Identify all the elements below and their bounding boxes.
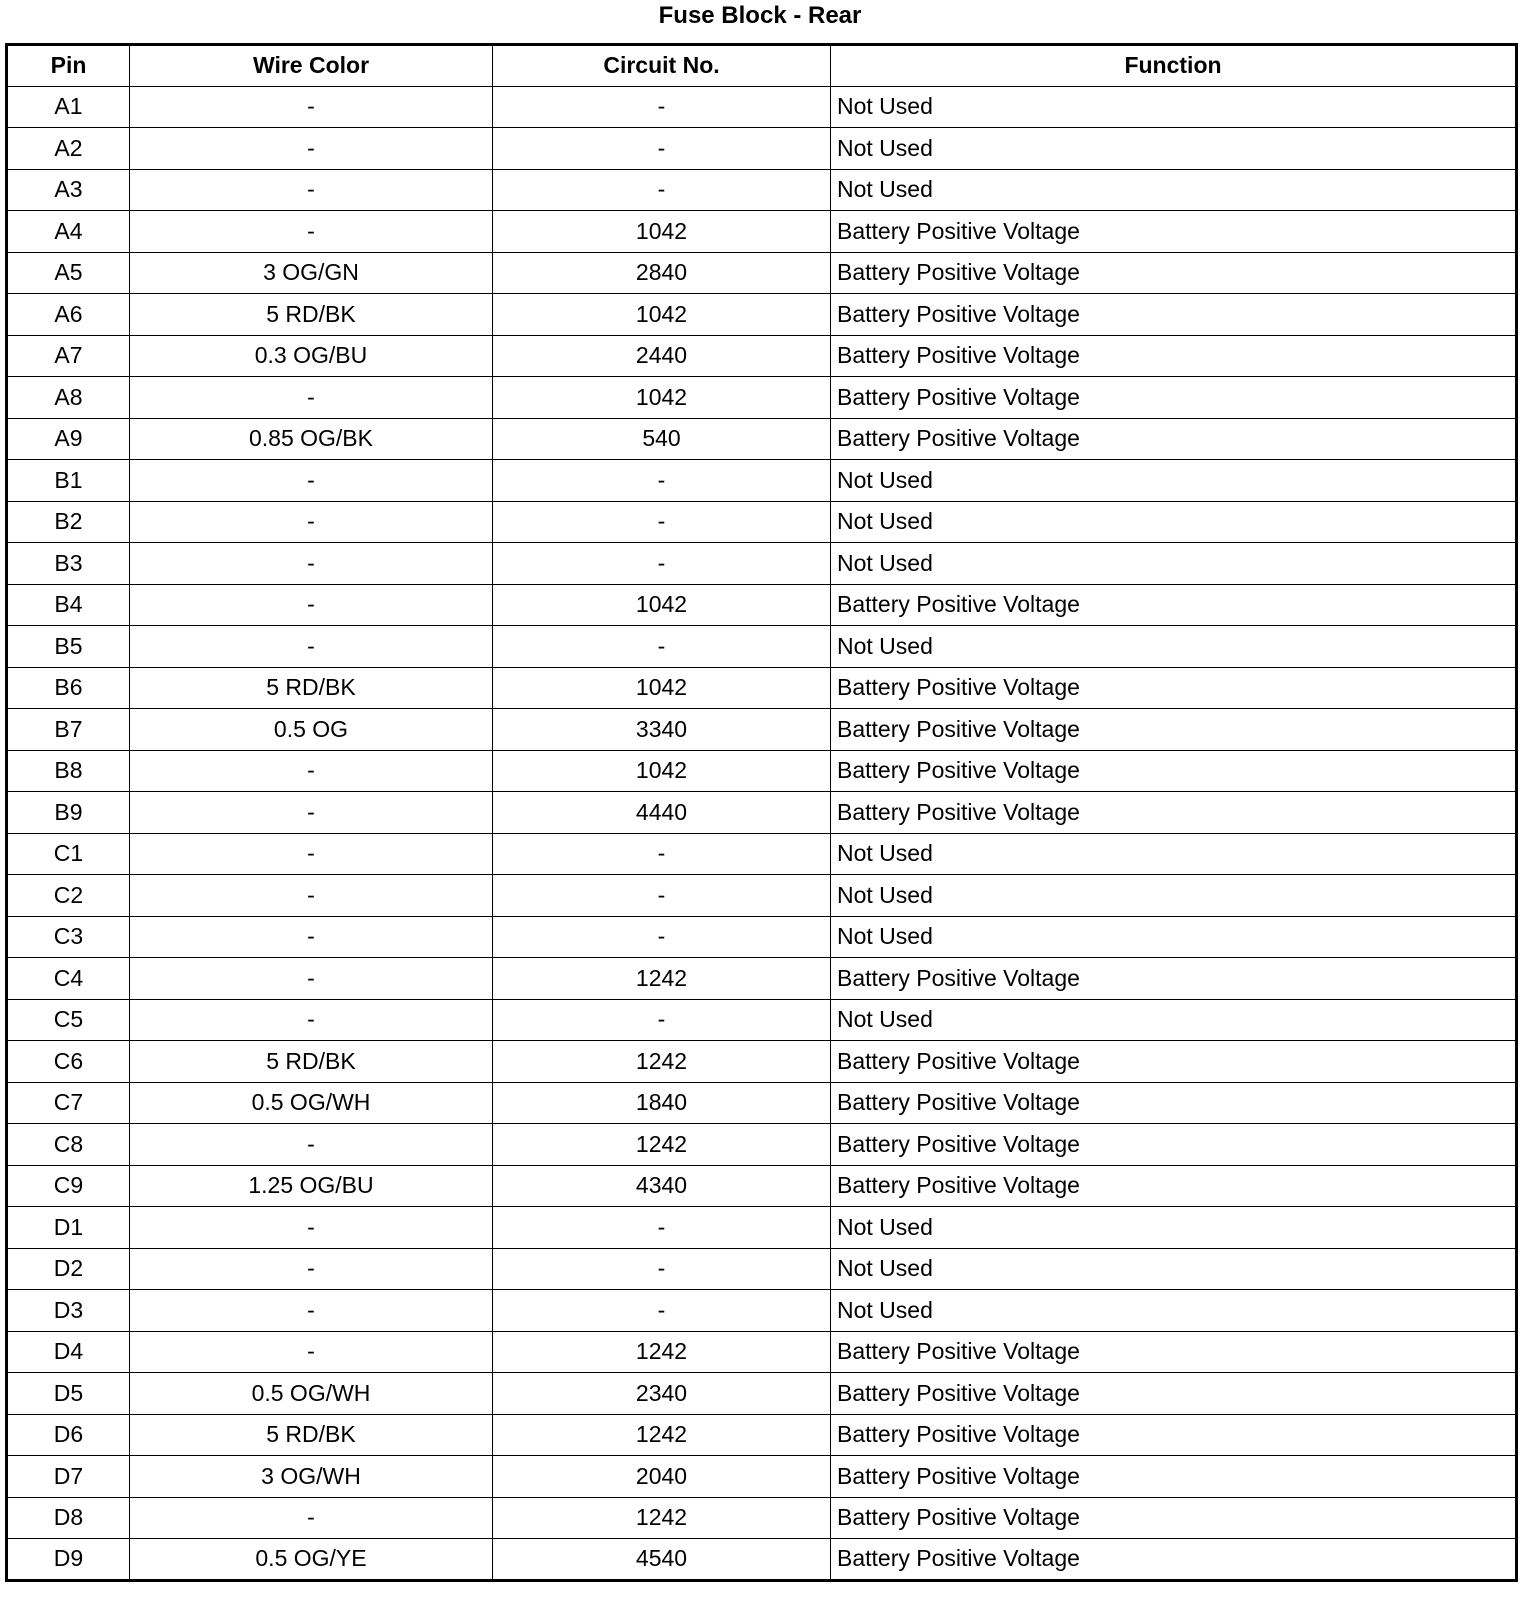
function-cell: Not Used — [831, 1290, 1517, 1332]
function-cell: Battery Positive Voltage — [831, 1497, 1517, 1539]
function-cell: Not Used — [831, 916, 1517, 958]
pin-cell: C2 — [7, 875, 130, 917]
table-row — [7, 1248, 1517, 1290]
circuit-no-cell: 4540 — [493, 1539, 831, 1581]
function-cell: Battery Positive Voltage — [831, 750, 1517, 792]
table-row — [7, 335, 1517, 377]
function-cell: Not Used — [831, 543, 1517, 585]
function-cell: Battery Positive Voltage — [831, 1331, 1517, 1373]
function-cell: Battery Positive Voltage — [831, 377, 1517, 419]
circuit-no-cell: 1242 — [493, 958, 831, 1000]
table-row — [7, 128, 1517, 170]
function-cell: Not Used — [831, 833, 1517, 875]
circuit-no-cell: - — [493, 128, 831, 170]
circuit-no-cell: - — [493, 460, 831, 502]
circuit-no-cell: 540 — [493, 418, 831, 460]
pin-cell: D2 — [7, 1248, 130, 1290]
circuit-no-cell: 2840 — [493, 252, 831, 294]
wire-color-cell: - — [130, 584, 493, 626]
function-cell: Battery Positive Voltage — [831, 1124, 1517, 1166]
wire-color-cell: - — [130, 916, 493, 958]
circuit-no-cell: - — [493, 86, 831, 128]
pin-cell: A3 — [7, 169, 130, 211]
table-row — [7, 584, 1517, 626]
wire-color-cell: - — [130, 1497, 493, 1539]
circuit-no-cell: 1042 — [493, 584, 831, 626]
pin-cell: D9 — [7, 1539, 130, 1581]
wire-color-cell: - — [130, 169, 493, 211]
wire-color-cell: 0.5 OG/WH — [130, 1373, 493, 1415]
function-cell: Battery Positive Voltage — [831, 211, 1517, 253]
pin-cell: B5 — [7, 626, 130, 668]
circuit-no-cell: 1242 — [493, 1497, 831, 1539]
wire-color-cell: - — [130, 1207, 493, 1249]
pin-cell: C9 — [7, 1165, 130, 1207]
wire-color-cell: - — [130, 958, 493, 1000]
pin-cell: B2 — [7, 501, 130, 543]
function-cell: Not Used — [831, 1248, 1517, 1290]
table-row — [7, 460, 1517, 502]
function-cell: Not Used — [831, 626, 1517, 668]
header-pin: Pin — [7, 45, 130, 87]
wire-color-cell: - — [130, 626, 493, 668]
wire-color-cell: 1.25 OG/BU — [130, 1165, 493, 1207]
function-cell: Not Used — [831, 875, 1517, 917]
wire-color-cell: - — [130, 377, 493, 419]
function-cell: Not Used — [831, 999, 1517, 1041]
pin-cell: B1 — [7, 460, 130, 502]
function-cell: Battery Positive Voltage — [831, 1165, 1517, 1207]
pin-cell: C4 — [7, 958, 130, 1000]
wire-color-cell: - — [130, 999, 493, 1041]
header-circuit-no: Circuit No. — [493, 45, 831, 87]
circuit-no-cell: 4340 — [493, 1165, 831, 1207]
wire-color-cell: 3 OG/GN — [130, 252, 493, 294]
circuit-no-cell: - — [493, 1207, 831, 1249]
circuit-no-cell: 1242 — [493, 1124, 831, 1166]
table-row — [7, 377, 1517, 419]
table-row — [7, 543, 1517, 585]
function-cell: Battery Positive Voltage — [831, 252, 1517, 294]
circuit-no-cell: 2040 — [493, 1456, 831, 1498]
table-row — [7, 1539, 1517, 1581]
pin-cell: D1 — [7, 1207, 130, 1249]
circuit-no-cell: 4440 — [493, 792, 831, 834]
function-cell: Battery Positive Voltage — [831, 418, 1517, 460]
circuit-no-cell: 3340 — [493, 709, 831, 751]
pin-cell: B3 — [7, 543, 130, 585]
table-row — [7, 294, 1517, 336]
pin-cell: A2 — [7, 128, 130, 170]
circuit-no-cell: - — [493, 916, 831, 958]
wire-color-cell: 3 OG/WH — [130, 1456, 493, 1498]
circuit-no-cell: - — [493, 543, 831, 585]
table-row — [7, 1414, 1517, 1456]
wire-color-cell: 0.5 OG/YE — [130, 1539, 493, 1581]
circuit-no-cell: 1042 — [493, 377, 831, 419]
pin-cell: D3 — [7, 1290, 130, 1332]
function-cell: Battery Positive Voltage — [831, 792, 1517, 834]
wire-color-cell: - — [130, 211, 493, 253]
function-cell: Battery Positive Voltage — [831, 1082, 1517, 1124]
pin-cell: A6 — [7, 294, 130, 336]
table-row — [7, 626, 1517, 668]
circuit-no-cell: 2340 — [493, 1373, 831, 1415]
circuit-no-cell: - — [493, 501, 831, 543]
table-row — [7, 1165, 1517, 1207]
function-cell: Battery Positive Voltage — [831, 1373, 1517, 1415]
pin-cell: C3 — [7, 916, 130, 958]
function-cell: Battery Positive Voltage — [831, 1041, 1517, 1083]
table-row — [7, 958, 1517, 1000]
circuit-no-cell: 1042 — [493, 750, 831, 792]
wire-color-cell: - — [130, 460, 493, 502]
wire-color-cell: 0.5 OG — [130, 709, 493, 751]
pin-cell: A8 — [7, 377, 130, 419]
pin-cell: D5 — [7, 1373, 130, 1415]
pin-cell: C5 — [7, 999, 130, 1041]
pin-cell: C6 — [7, 1041, 130, 1083]
circuit-no-cell: 1042 — [493, 294, 831, 336]
function-cell: Not Used — [831, 460, 1517, 502]
wire-color-cell: - — [130, 875, 493, 917]
function-cell: Battery Positive Voltage — [831, 584, 1517, 626]
pin-cell: D8 — [7, 1497, 130, 1539]
pin-cell: D7 — [7, 1456, 130, 1498]
table-row — [7, 418, 1517, 460]
table-row — [7, 709, 1517, 751]
table-header-row — [7, 45, 1517, 87]
pin-cell: A7 — [7, 335, 130, 377]
wire-color-cell: 0.5 OG/WH — [130, 1082, 493, 1124]
wire-color-cell: - — [130, 1124, 493, 1166]
table-row — [7, 1497, 1517, 1539]
table-row — [7, 252, 1517, 294]
wire-color-cell: 0.3 OG/BU — [130, 335, 493, 377]
circuit-no-cell: - — [493, 626, 831, 668]
table-row — [7, 1373, 1517, 1415]
pin-cell: B9 — [7, 792, 130, 834]
circuit-no-cell: - — [493, 169, 831, 211]
wire-color-cell: 0.85 OG/BK — [130, 418, 493, 460]
circuit-no-cell: 1242 — [493, 1041, 831, 1083]
function-cell: Battery Positive Voltage — [831, 1456, 1517, 1498]
wire-color-cell: - — [130, 501, 493, 543]
table-row — [7, 86, 1517, 128]
wire-color-cell: - — [130, 750, 493, 792]
table-row — [7, 792, 1517, 834]
function-cell: Not Used — [831, 1207, 1517, 1249]
header-wire-color: Wire Color — [130, 45, 493, 87]
wire-color-cell: - — [130, 1331, 493, 1373]
wire-color-cell: - — [130, 86, 493, 128]
circuit-no-cell: 1242 — [493, 1414, 831, 1456]
pin-cell: A1 — [7, 86, 130, 128]
circuit-no-cell: 1042 — [493, 211, 831, 253]
wire-color-cell: - — [130, 128, 493, 170]
table-row — [7, 211, 1517, 253]
table-body — [7, 86, 1517, 1580]
table-row — [7, 833, 1517, 875]
function-cell: Not Used — [831, 86, 1517, 128]
pin-cell: A9 — [7, 418, 130, 460]
table-row — [7, 999, 1517, 1041]
table-row — [7, 750, 1517, 792]
function-cell: Battery Positive Voltage — [831, 709, 1517, 751]
fuse-block-table-container — [5, 43, 1515, 1582]
circuit-no-cell: - — [493, 875, 831, 917]
pin-cell: C1 — [7, 833, 130, 875]
function-cell: Battery Positive Voltage — [831, 1414, 1517, 1456]
table-row — [7, 875, 1517, 917]
table-row — [7, 667, 1517, 709]
wire-color-cell: - — [130, 792, 493, 834]
table-row — [7, 1456, 1517, 1498]
table-row — [7, 1041, 1517, 1083]
wire-color-cell: 5 RD/BK — [130, 294, 493, 336]
circuit-no-cell: 1242 — [493, 1331, 831, 1373]
wire-color-cell: - — [130, 833, 493, 875]
pin-cell: C8 — [7, 1124, 130, 1166]
function-cell: Battery Positive Voltage — [831, 294, 1517, 336]
pin-cell: A4 — [7, 211, 130, 253]
table-row — [7, 501, 1517, 543]
wire-color-cell: 5 RD/BK — [130, 1041, 493, 1083]
header-function: Function — [831, 45, 1517, 87]
function-cell: Battery Positive Voltage — [831, 335, 1517, 377]
function-cell: Battery Positive Voltage — [831, 1539, 1517, 1581]
wire-color-cell: - — [130, 543, 493, 585]
function-cell: Battery Positive Voltage — [831, 958, 1517, 1000]
pin-cell: A5 — [7, 252, 130, 294]
page-title: Fuse Block - Rear — [658, 2, 862, 29]
table-row — [7, 1331, 1517, 1373]
circuit-no-cell: 1840 — [493, 1082, 831, 1124]
function-cell: Not Used — [831, 128, 1517, 170]
pin-cell: B7 — [7, 709, 130, 751]
table-row — [7, 1290, 1517, 1332]
function-cell: Not Used — [831, 501, 1517, 543]
wire-color-cell: 5 RD/BK — [130, 667, 493, 709]
wire-color-cell: - — [130, 1290, 493, 1332]
table-row — [7, 169, 1517, 211]
wire-color-cell: - — [130, 1248, 493, 1290]
function-cell: Not Used — [831, 169, 1517, 211]
pin-cell: B4 — [7, 584, 130, 626]
circuit-no-cell: - — [493, 1248, 831, 1290]
pin-cell: D4 — [7, 1331, 130, 1373]
table-row — [7, 1207, 1517, 1249]
pin-cell: D6 — [7, 1414, 130, 1456]
circuit-no-cell: - — [493, 833, 831, 875]
table-row — [7, 1082, 1517, 1124]
pin-cell: B8 — [7, 750, 130, 792]
table-row — [7, 1124, 1517, 1166]
circuit-no-cell: - — [493, 1290, 831, 1332]
fuse-block-table — [5, 43, 1518, 1582]
table-row — [7, 916, 1517, 958]
pin-cell: C7 — [7, 1082, 130, 1124]
function-cell: Battery Positive Voltage — [831, 667, 1517, 709]
circuit-no-cell: - — [493, 999, 831, 1041]
wire-color-cell: 5 RD/BK — [130, 1414, 493, 1456]
circuit-no-cell: 2440 — [493, 335, 831, 377]
circuit-no-cell: 1042 — [493, 667, 831, 709]
pin-cell: B6 — [7, 667, 130, 709]
